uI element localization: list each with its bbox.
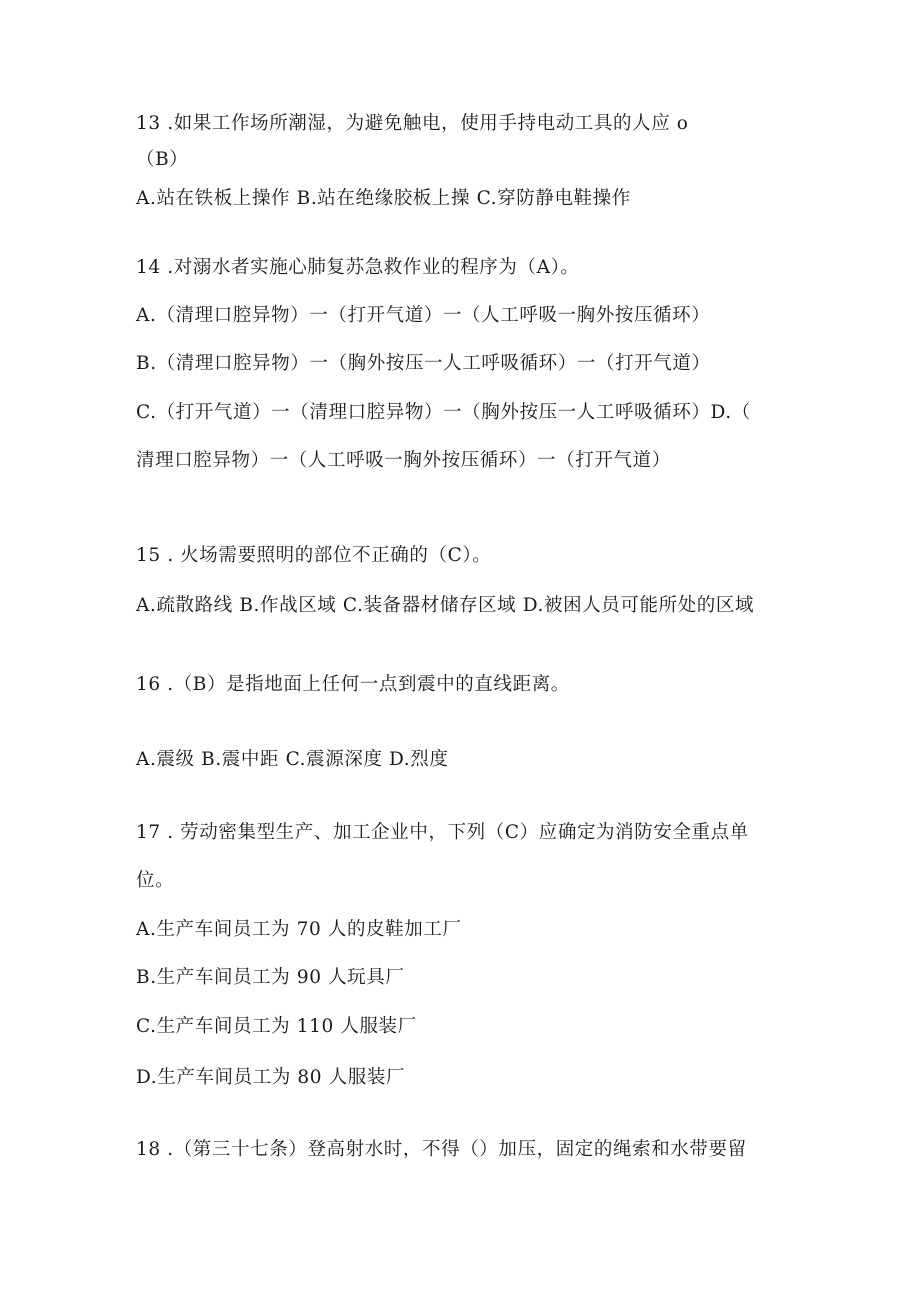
q13-line1: 13 .如果工作场所潮湿，为避免触电，使用手持电动工具的人应 o [136, 113, 689, 134]
q13-line2: （B） [136, 149, 189, 170]
q17-line1: 17 . 劳动密集型生产、加工企业中，下列（C）应确定为消防安全重点单 [136, 822, 749, 843]
q17-line2: 位。 [136, 870, 175, 891]
q16-options: A.震级 B.震中距 C.震源深度 D.烈度 [136, 749, 449, 770]
q14-option-d: 清理口腔异物）一（人工呼吸一胸外按压循环）一（打开气道） [136, 450, 671, 471]
q18-line1: 18 .（第三十七条）登高射水时，不得（）加压，固定的绳索和水带要留 [136, 1139, 747, 1160]
q14-option-c: C.（打开气道）一（清理口腔异物）一（胸外按压一人工呼吸循环）D.（ [136, 402, 751, 423]
q17-option-b: B.生产车间员工为 90 人玩具厂 [136, 967, 405, 988]
q14-option-b: B.（清理口腔异物）一（胸外按压一人工呼吸循环）一（打开气道） [136, 353, 711, 374]
q14-stem: 14 .对溺水者实施心肺复苏急救作业的程序为（A）。 [136, 257, 580, 278]
q17-option-d: D.生产车间员工为 80 人服装厂 [136, 1067, 406, 1088]
q15-options: A.疏散路线 B.作战区域 C.装备器材储存区域 D.被困人员可能所处的区域 [136, 595, 755, 616]
q17-option-a: A.生产车间员工为 70 人的皮鞋加工厂 [136, 919, 462, 940]
q17-option-c: C.生产车间员工为 110 人服装厂 [136, 1016, 417, 1037]
q16-stem: 16 .（B）是指地面上任何一点到震中的直线距离。 [136, 674, 570, 695]
q15-stem: 15 . 火场需要照明的部位不正确的（C）。 [136, 545, 492, 566]
q13-options: A.站在铁板上操作 B.站在绝缘胶板上操 C.穿防静电鞋操作 [136, 188, 631, 209]
q14-option-a: A.（清理口腔异物）一（打开气道）一（人工呼吸一胸外按压循环） [136, 305, 711, 326]
